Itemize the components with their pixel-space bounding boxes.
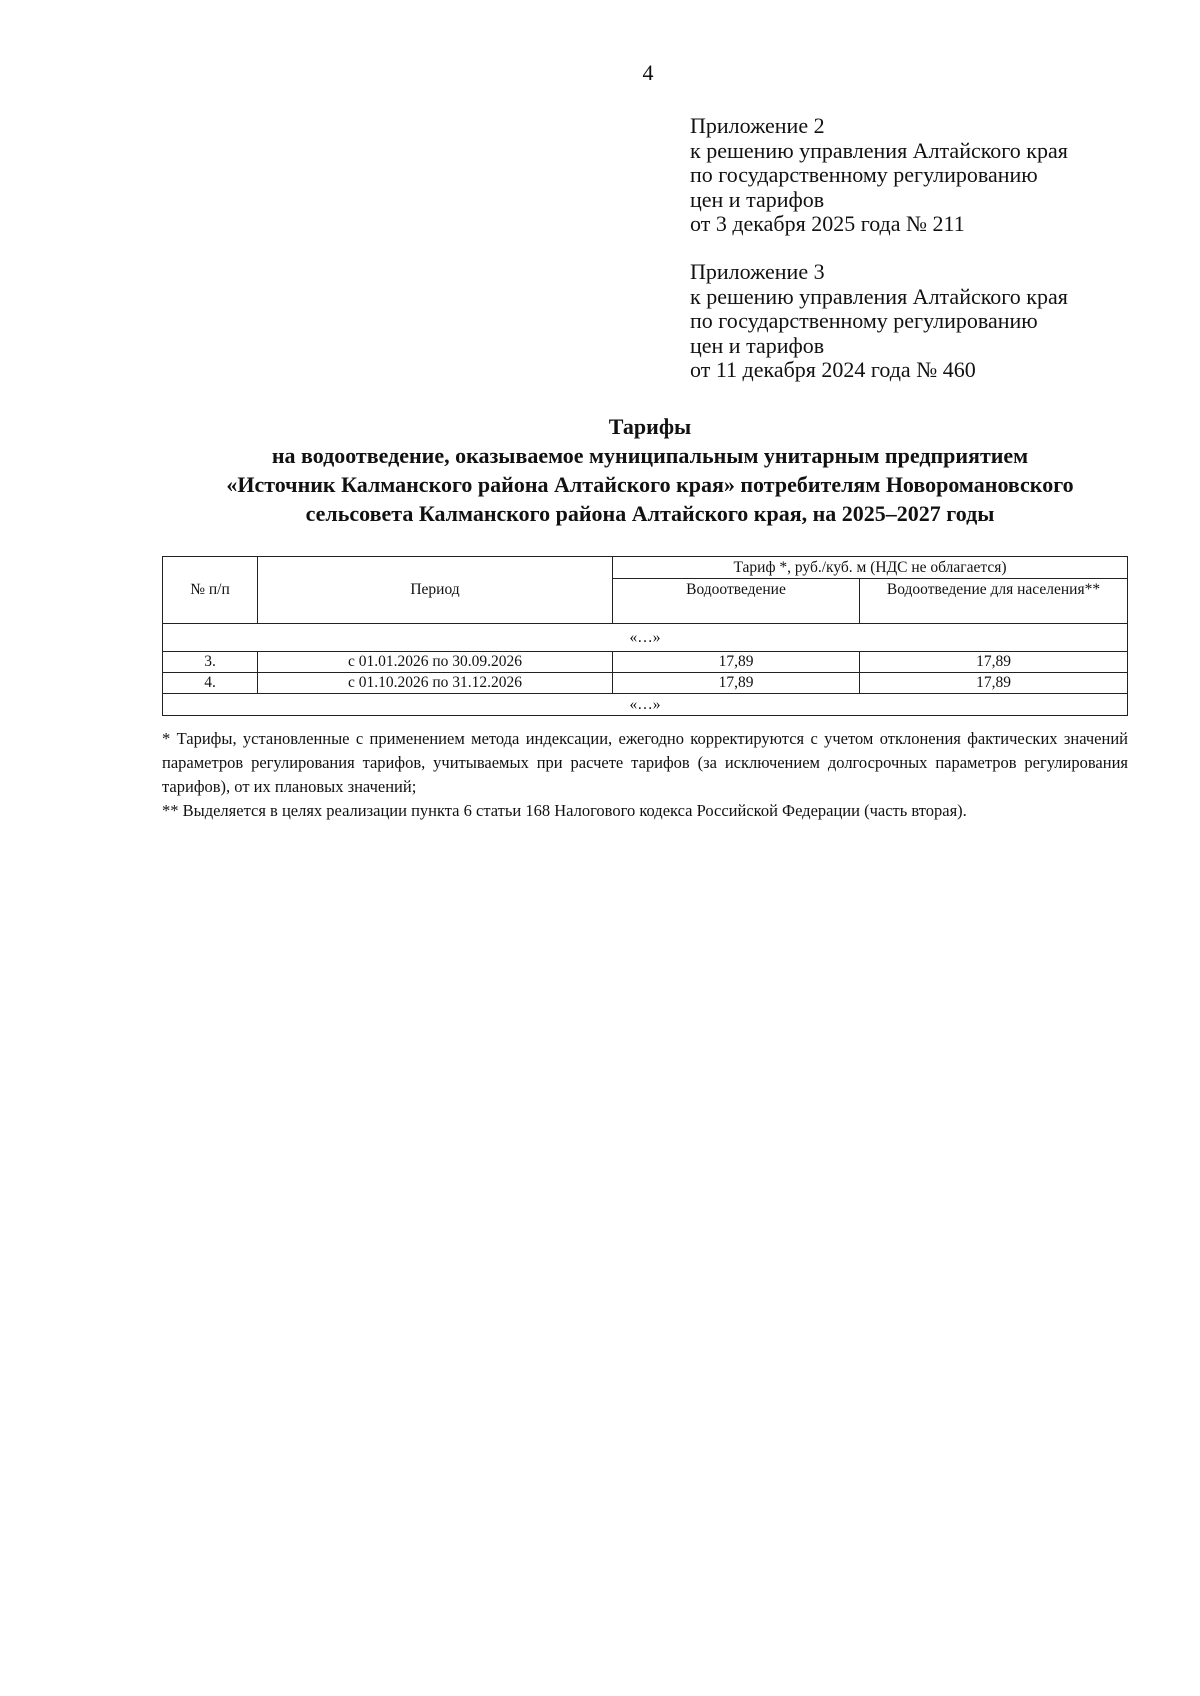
cell-water: 17,89	[613, 652, 860, 673]
document-title	[150, 412, 1150, 528]
appendix-3-line: цен и тарифов	[690, 332, 825, 358]
appendix-2-block	[690, 114, 1170, 237]
title-line: Тарифы	[608, 414, 692, 439]
title-line: на водоотведение, оказываемое муниципальным унитарным предприятием	[271, 443, 1029, 468]
table-ellipsis-row	[163, 694, 1128, 716]
appendix-3-line: по государственному регулированию	[690, 308, 1038, 333]
cell-water-population: 17,89	[860, 673, 1128, 694]
header-period: Период	[258, 557, 613, 624]
page-number: 4	[642, 60, 654, 85]
appendix-3-block	[690, 260, 1170, 383]
cell-water-population: 17,89	[860, 652, 1128, 673]
appendix-3-line: к решению управления Алтайского края	[690, 283, 1068, 309]
appendix-2-line: от 3 декабря 2025 года № 211	[690, 211, 965, 236]
ellipsis-cell: «…»	[163, 624, 1128, 652]
footnote-1: * Тарифы, установленные с применением метода индексации, ежегодно корректируются с учетом отклонения фактических значений параметров регулирования тарифов, учитываемых при расчете тарифов (за исключением долгосрочных параметров регулирования тарифов), от их плановых значений;	[162, 729, 1128, 796]
cell-water: 17,89	[613, 673, 860, 694]
title-line: сельсовета Калманского района Алтайского края, на 2025–2027 годы	[305, 501, 995, 526]
ellipsis-cell: «…»	[163, 694, 1128, 716]
table-header-row	[163, 557, 1128, 579]
footnotes	[162, 727, 1128, 823]
tariff-table	[162, 556, 1128, 716]
header-num: № п/п	[163, 557, 258, 624]
appendix-3-line: Приложение 3	[690, 259, 825, 284]
cell-num: 4.	[163, 673, 258, 694]
appendix-2-line: по государственному регулированию	[690, 162, 1038, 187]
table-row	[163, 652, 1128, 673]
header-water: Водоотведение	[613, 579, 860, 624]
cell-period: с 01.01.2026 по 30.09.2026	[258, 652, 613, 673]
footnote-2: ** Выделяется в целях реализации пункта 6 статьи 168 Налогового кодекса Российской Федерации (часть вторая).	[162, 801, 967, 820]
table-row	[163, 673, 1128, 694]
cell-num: 3.	[163, 652, 258, 673]
table-ellipsis-row	[163, 624, 1128, 652]
title-line: «Источник Калманского района Алтайского края» потребителям Новоромановского	[226, 472, 1074, 497]
appendix-2-line: Приложение 2	[690, 113, 825, 138]
appendix-2-line: к решению управления Алтайского края	[690, 137, 1068, 163]
cell-period: с 01.10.2026 по 31.12.2026	[258, 673, 613, 694]
header-water-population: Водоотведение для населения**	[860, 579, 1128, 624]
appendix-2-line: цен и тарифов	[690, 186, 825, 212]
appendix-3-line: от 11 декабря 2024 года № 460	[690, 357, 976, 382]
header-tariff-group: Тариф *, руб./куб. м (НДС не облагается)	[613, 557, 1128, 579]
